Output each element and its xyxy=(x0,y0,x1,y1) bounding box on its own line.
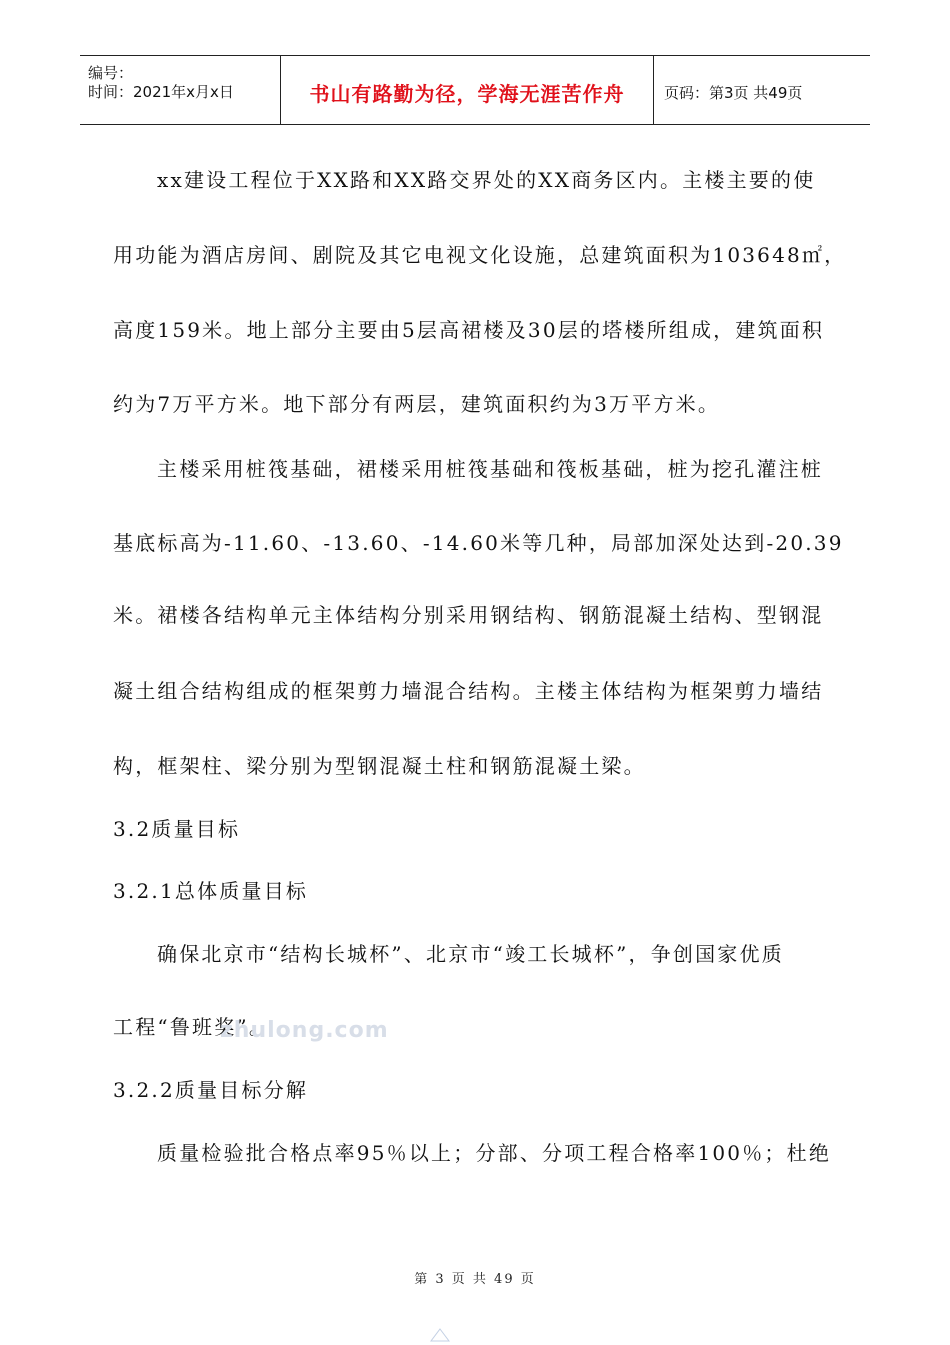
paragraph-line: 主楼采用桩筏基础，裙楼采用桩筏基础和筏板基础，桩为挖孔灌注桩 xyxy=(157,457,823,481)
paragraph-line: 用功能为酒店房间、剧院及其它电视文化设施，总建筑面积为103648㎡， xyxy=(113,243,847,267)
paragraph-line: 凝土组合结构组成的框架剪力墙混合结构。主楼主体结构为框架剪力墙结 xyxy=(113,679,824,703)
paragraph-line: 米。裙楼各结构单元主体结构分别采用钢结构、钢筋混凝土结构、型钢混 xyxy=(113,603,824,627)
section-heading: 3.2质量目标 xyxy=(113,817,241,841)
header-motto-cell xyxy=(281,56,654,124)
paragraph-line: 工程“鲁班奖”。 xyxy=(113,1015,272,1039)
paragraph-line: xx建设工程位于XX路和XX路交界处的XX商务区内。主楼主要的使 xyxy=(157,168,816,192)
paragraph-line: 约为7万平方米。地下部分有两层，建筑面积约为3万平方米。 xyxy=(113,392,721,416)
section-heading: 3.2.1总体质量目标 xyxy=(113,879,309,903)
paragraph-line: 确保北京市“结构长城杯”、北京市“竣工长城杯”，争创国家优质 xyxy=(157,942,784,966)
page-footer: 第 3 页 共 49 页 xyxy=(414,1272,536,1287)
document-date: 时间：2021年x月x日 xyxy=(88,83,234,101)
paragraph-line: 基底标高为-11.60、-13.60、-14.60米等几种，局部加深处达到-20.39 xyxy=(113,531,844,555)
header-page-number: 页码：第3页 共49页 xyxy=(664,84,803,102)
paragraph-line: 构，框架柱、梁分别为型钢混凝土柱和钢筋混凝土梁。 xyxy=(113,754,646,778)
header-motto: 书山有路勤为径，学海无涯苦作舟 xyxy=(309,82,625,106)
header-meta-cell xyxy=(80,56,281,124)
paragraph-line: 质量检验批合格点率95％以上；分部、分项工程合格率100％；杜绝 xyxy=(157,1141,832,1165)
bottom-logo-icon xyxy=(430,1328,450,1342)
watermark: zhulong.com xyxy=(220,1018,389,1043)
paragraph-line: 高度159米。地上部分主要由5层高裙楼及30层的塔楼所组成，建筑面积 xyxy=(113,318,825,342)
document-number-label: 编号： xyxy=(88,64,134,82)
header-page-cell xyxy=(654,56,870,124)
section-heading: 3.2.2质量目标分解 xyxy=(113,1078,309,1102)
document-header xyxy=(80,55,870,125)
